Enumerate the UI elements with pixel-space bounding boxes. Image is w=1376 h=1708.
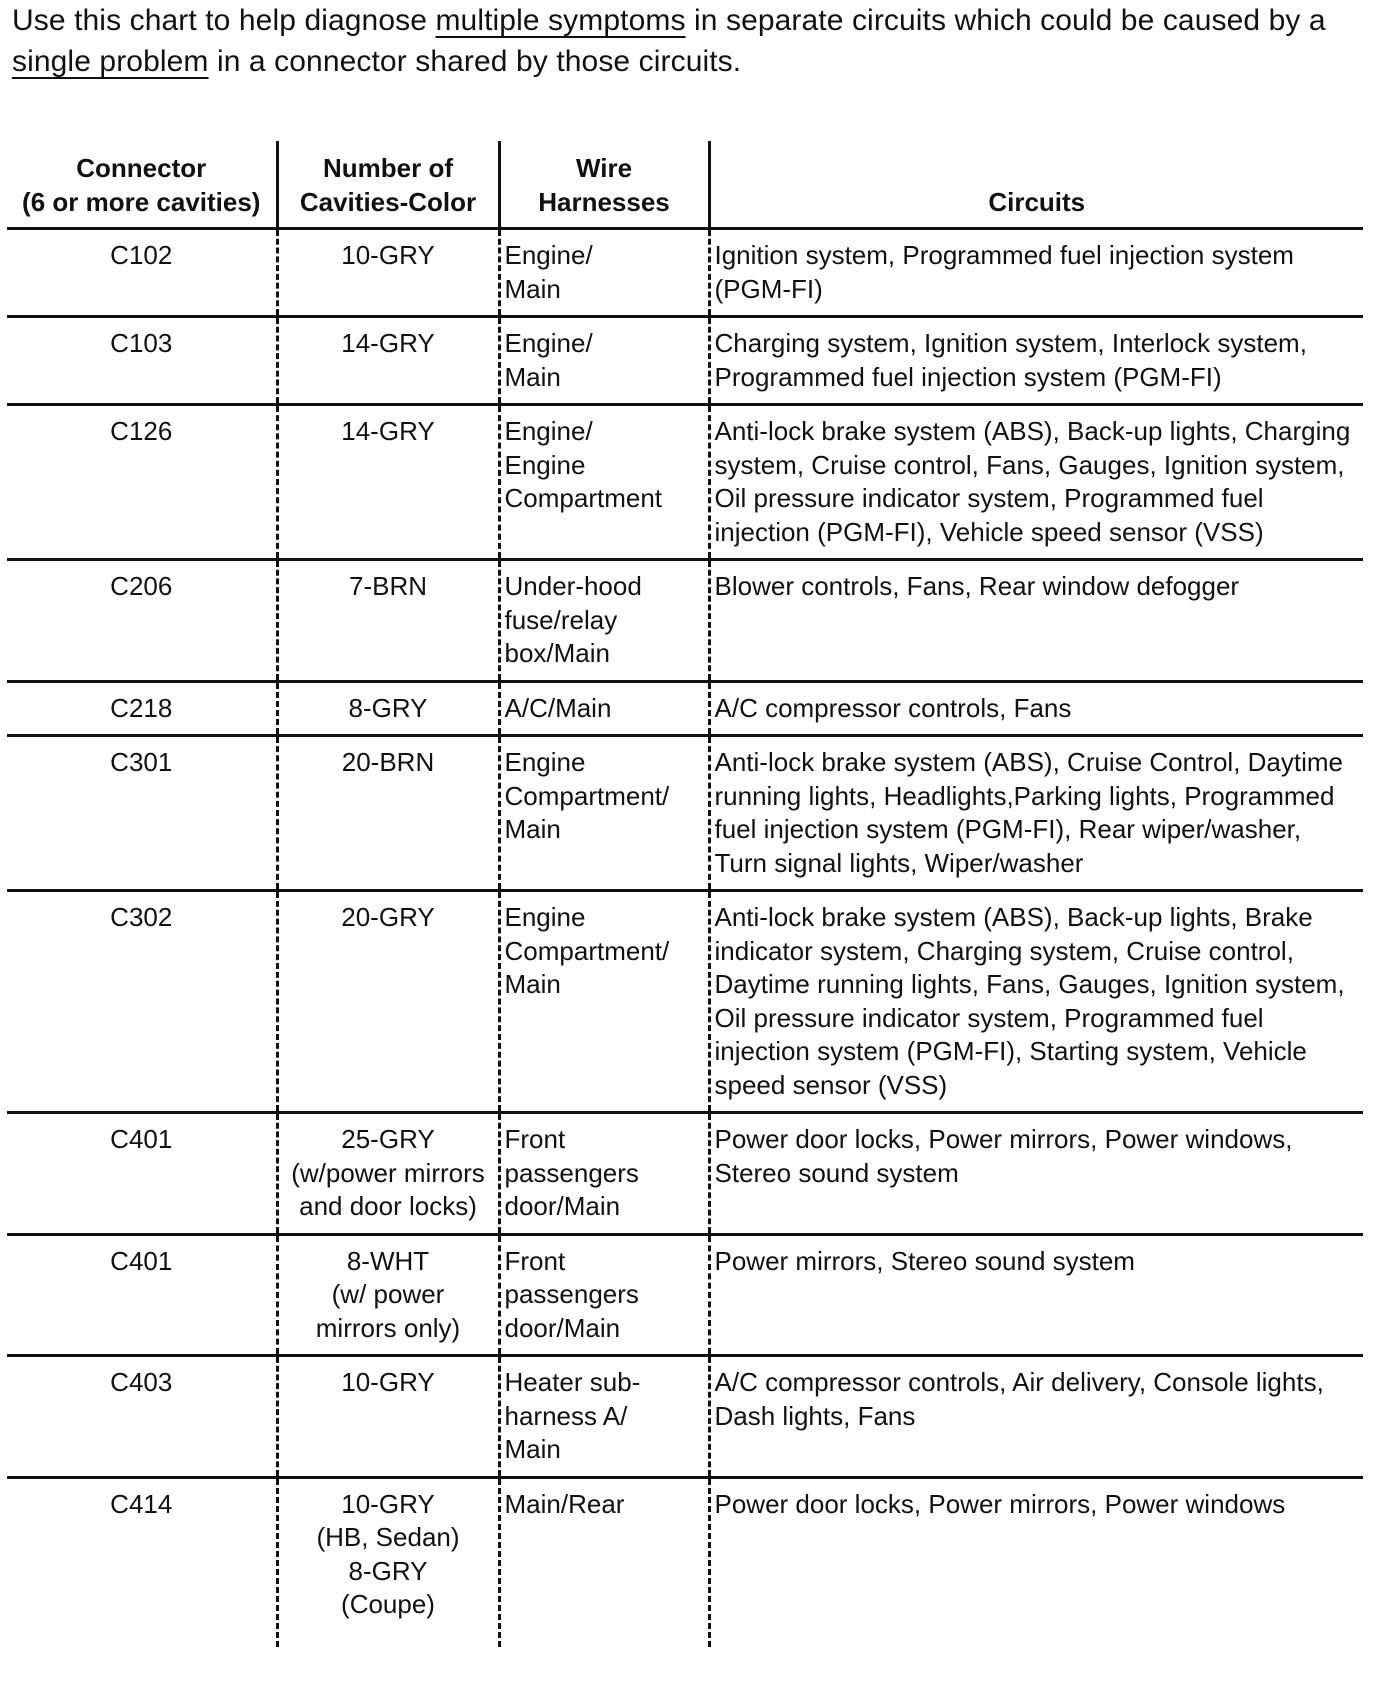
connector-cell: C126 [7, 405, 277, 560]
cavities-line: 14-GRY [341, 328, 435, 358]
harness-line: Main [504, 273, 561, 304]
harness-line: A/C/Main [504, 692, 612, 723]
cavities-cell [277, 1356, 499, 1478]
table-row [7, 405, 1363, 560]
cavities-cell [277, 1234, 499, 1356]
harnesses-cell [499, 229, 709, 317]
harness-line: box/Main [504, 638, 610, 668]
cavities-cell [277, 1113, 499, 1235]
harness-line: Engine [504, 902, 586, 932]
table-row [7, 891, 1363, 1113]
circuits-cell: Anti-lock brake system (ABS), Back-up lights, Charging system, Cruise control, Fans, Gauges, Ignition system, Oil pressure indicator system, Programmed fuel injection (PGM-FI), Vehicle speed sensor (VSS) [709, 405, 1363, 560]
connector-cell: C206 [7, 560, 277, 682]
harness-line: Main [504, 1434, 561, 1464]
connector-chart-table [7, 141, 1363, 1647]
connector-cell: C218 [7, 681, 277, 736]
header-cavities-line-2: Cavities-Color [299, 187, 477, 217]
harnesses-cell [499, 405, 709, 560]
circuits-cell: Charging system, Ignition system, Interlock system, Programmed fuel injection system (PGM-FI) [709, 317, 1363, 405]
table-row [7, 317, 1363, 405]
table-row [7, 1234, 1363, 1356]
circuits-cell: A/C compressor controls, Air delivery, Console lights, Dash lights, Fans [709, 1356, 1363, 1478]
intro-emphasis-single-problem: single problem [12, 45, 209, 78]
harness-line: Main [504, 361, 561, 392]
intro-text-3: in a connector shared by those circuits. [208, 45, 742, 78]
harnesses-cell [499, 1356, 709, 1478]
harnesses-cell [499, 1234, 709, 1356]
harness-line: Main/Rear [504, 1488, 625, 1519]
harness-line: Main [504, 814, 561, 844]
intro-text-1: Use this chart to help diagnose [12, 4, 436, 37]
table-row [7, 560, 1363, 682]
table-row [7, 736, 1363, 891]
intro-text-2: in separate circuits which could be caused by a [685, 4, 1326, 37]
circuits-cell: Blower controls, Fans, Rear window defogger [709, 560, 1363, 682]
harness-line: Heater sub- [504, 1367, 641, 1397]
harness-line: Under-hood [504, 571, 642, 601]
cavities-cell [277, 1477, 499, 1647]
harness-line: Engine [504, 747, 586, 777]
harness-line: harness A/ [504, 1400, 628, 1431]
cavities-line: 8-GRY [348, 1555, 428, 1586]
circuits-cell: Anti-lock brake system (ABS), Cruise Control, Daytime running lights, Headlights,Parking lights, Programmed fuel injection system (PGM-FI), Rear wiper/washer, Turn signal lights, Wiper/washer [709, 736, 1363, 891]
harness-line: Engine/ [504, 416, 593, 446]
harness-line: passengers [504, 1157, 639, 1188]
connector-cell: C302 [7, 891, 277, 1113]
header-harnesses-line-2: Harnesses [538, 187, 670, 217]
header-cavities-line-1: Number of [323, 153, 453, 183]
harness-line: Compartment/ [504, 780, 670, 811]
circuits-cell: Anti-lock brake system (ABS), Back-up lights, Brake indicator system, Charging system, Cruise control, Daytime running lights, Fans, Gauges, Ignition system, Oil pressure indicator system, Programmed fuel injection system (PGM-FI), Starting system, Vehicle speed sensor (VSS) [709, 891, 1363, 1113]
cavities-cell [277, 560, 499, 682]
cavities-line: 20-BRN [341, 747, 435, 777]
harnesses-cell [499, 560, 709, 682]
harness-line: door/Main [504, 1191, 621, 1221]
harness-line: Main [504, 969, 561, 999]
cavities-cell [277, 891, 499, 1113]
harness-line: Front [504, 1245, 566, 1276]
connector-cell: C301 [7, 736, 277, 891]
harnesses-cell [499, 317, 709, 405]
harnesses-cell [499, 1113, 709, 1235]
header-circuits [709, 141, 1363, 229]
intro-paragraph [12, 0, 1362, 82]
harness-line: door/Main [504, 1312, 621, 1343]
harness-line: Engine [504, 449, 586, 480]
cavities-line: (w/power mirrors [291, 1157, 485, 1188]
connector-cell: C103 [7, 317, 277, 405]
cavities-line: (w/ power [331, 1279, 445, 1309]
cavities-line: (HB, Sedan) [316, 1522, 460, 1552]
cavities-cell [277, 405, 499, 560]
cavities-cell [277, 229, 499, 317]
connector-cell: C401 [7, 1113, 277, 1235]
circuits-cell: Power door locks, Power mirrors, Power windows, Stereo sound system [709, 1113, 1363, 1235]
cavities-line: 10-GRY [341, 1367, 435, 1397]
harness-line: Compartment [504, 483, 662, 513]
harness-line: passengers [504, 1279, 639, 1309]
harnesses-cell [499, 891, 709, 1113]
header-circuits-label: Circuits [988, 187, 1086, 217]
cavities-cell [277, 681, 499, 736]
table-row [7, 1113, 1363, 1235]
cavities-line: 8-WHT [346, 1245, 430, 1276]
cavities-line: 7-BRN [348, 571, 427, 601]
header-cavities [277, 141, 499, 229]
cavities-line: 8-GRY [348, 692, 428, 723]
harness-line: fuse/relay [504, 604, 618, 635]
intro-emphasis-multiple-symptoms: multiple symptoms [435, 4, 686, 37]
harnesses-cell [499, 736, 709, 891]
table-row [7, 1356, 1363, 1478]
cavities-line: 25-GRY [341, 1124, 435, 1154]
cavities-line: (Coupe) [341, 1589, 435, 1619]
harness-line: Engine/ [504, 240, 593, 270]
cavities-line: 20-GRY [341, 902, 435, 932]
connector-cell: C401 [7, 1234, 277, 1356]
header-harnesses-line-1: Wire [575, 153, 633, 183]
header-harnesses [499, 141, 709, 229]
header-connector [7, 141, 277, 229]
circuits-cell: Power door locks, Power mirrors, Power windows [709, 1477, 1363, 1647]
harnesses-cell [499, 1477, 709, 1647]
table-row [7, 681, 1363, 736]
cavities-line: 10-GRY [341, 1488, 435, 1519]
connector-cell: C414 [110, 1488, 173, 1519]
cavities-line: 10-GRY [341, 240, 435, 270]
table-row [7, 1477, 1363, 1647]
table-row [7, 229, 1363, 317]
circuits-cell: A/C compressor controls, Fans [709, 681, 1363, 736]
header-row [7, 141, 1363, 229]
connector-cell: C403 [7, 1356, 277, 1478]
cavities-line: mirrors only) [315, 1312, 461, 1343]
harness-line: Compartment/ [504, 935, 670, 966]
cavities-cell [277, 317, 499, 405]
cavities-line: 14-GRY [341, 416, 435, 446]
circuits-cell: Ignition system, Programmed fuel injection system (PGM-FI) [709, 229, 1363, 317]
cavities-line: and door locks) [299, 1191, 477, 1221]
harnesses-cell [499, 681, 709, 736]
header-connector-line-2: (6 or more cavities) [22, 187, 261, 217]
harness-line: Front [504, 1124, 566, 1154]
harness-line: Engine/ [504, 328, 593, 358]
connector-cell: C102 [7, 229, 277, 317]
circuits-cell: Power mirrors, Stereo sound system [709, 1234, 1363, 1356]
cavities-cell [277, 736, 499, 891]
header-connector-line-1: Connector [76, 153, 207, 183]
